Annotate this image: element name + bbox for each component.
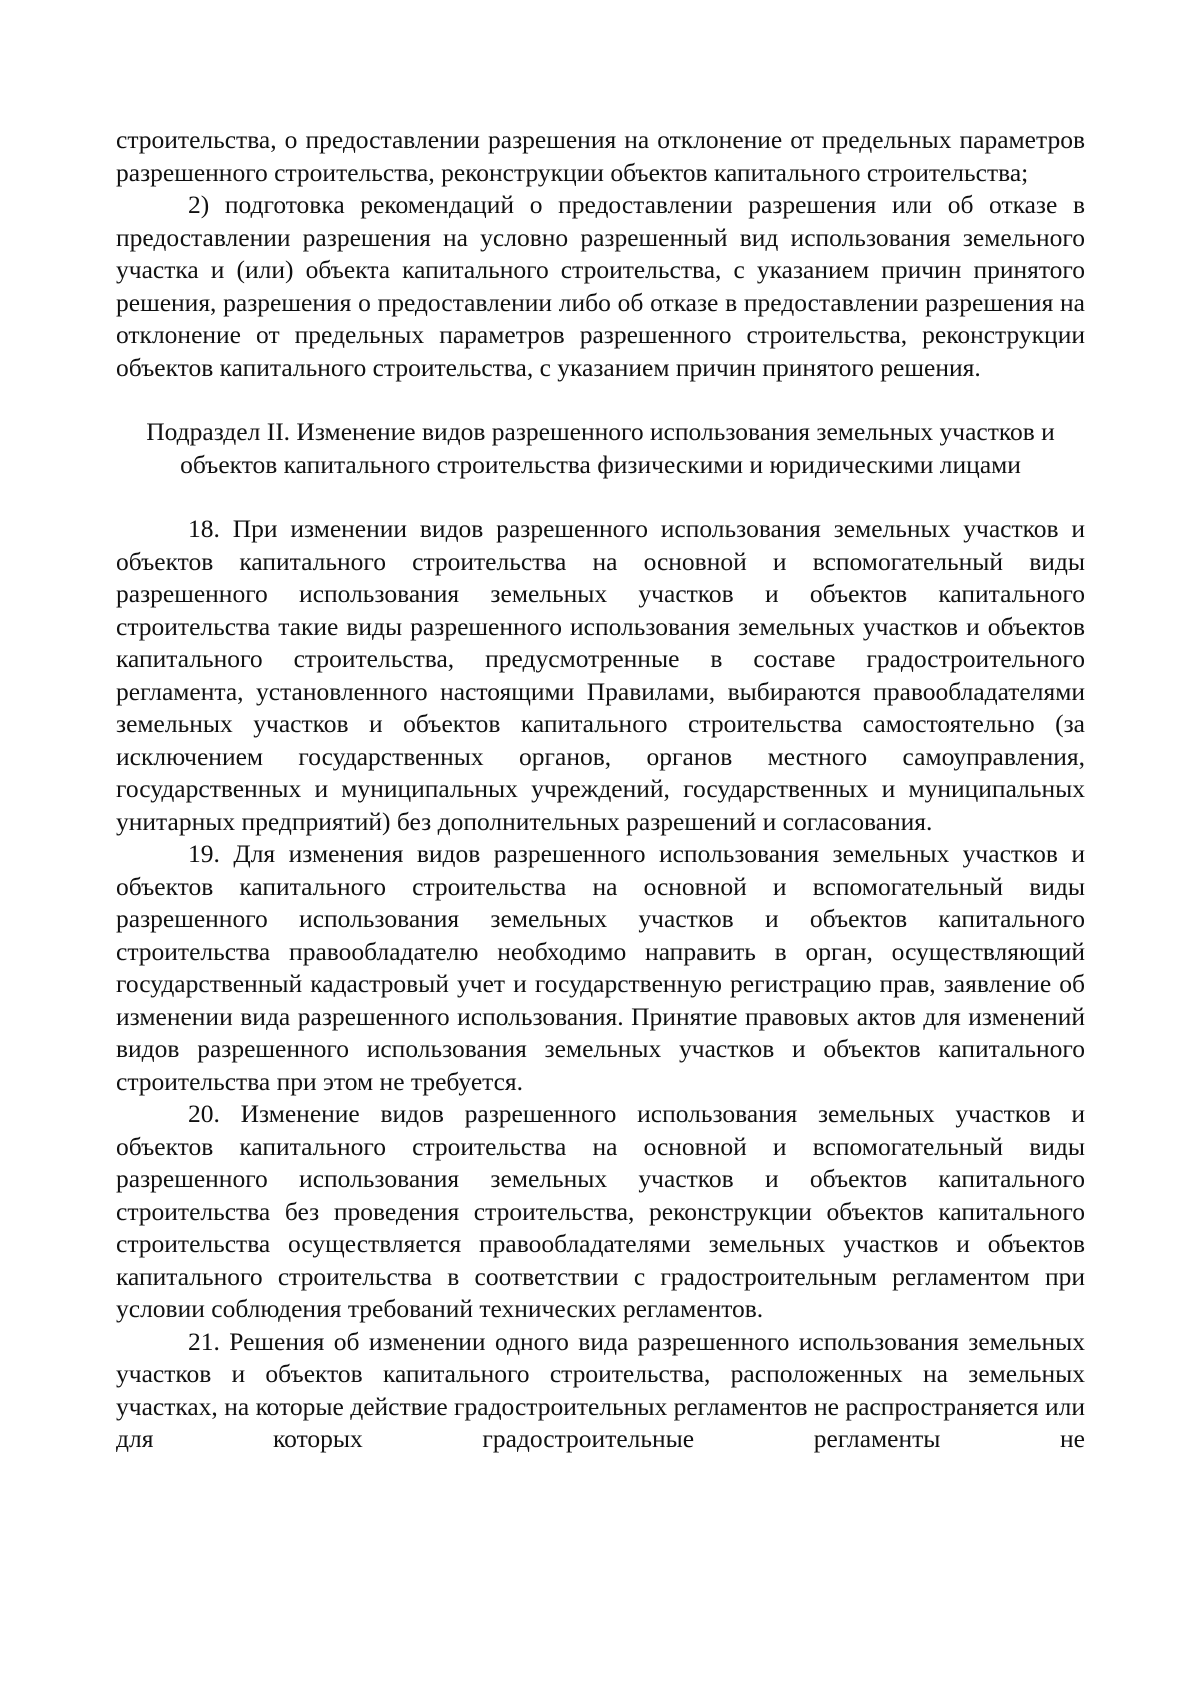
subsection-heading-line: Подраздел II. Изменение видов разрешенного использования земельных участков и: [146, 417, 1055, 446]
paragraph-continuation: строительства, о предоставлении разрешения на отклонение от предельных параметров разрешенного строительства, реконструкции объектов капитального строительства;: [116, 125, 1085, 187]
paragraph-item-20: 20. Изменение видов разрешенного использования земельных участков и объектов капитального строительства на основной и вспомогательный виды разрешенного использования земельных участков и объектов капитального строительства без проведения строительства, реконструкции объектов капитального строительства осуществляется правообладателями земельных участков и объектов капитального строительства в соответствии с градостроительным регламентом при условии соблюдения требований технических регламентов.: [116, 1099, 1085, 1323]
paragraph-item-19: 19. Для изменения видов разрешенного использования земельных участков и объектов капитального строительства на основной и вспомогательный виды разрешенного использования земельных участков и объектов капитального строительства правообладателю необходимо направить в орган, осуществляющий государственный кадастровый учет и государственную регистрацию прав, заявление об изменении вида разрешенного использования. Принятие правовых актов для изменений видов разрешенного использования земельных участков и объектов капитального строительства при этом не требуется.: [116, 839, 1085, 1096]
subsection-heading: [116, 416, 1085, 481]
paragraph-item-21: 21. Решения об изменении одного вида разрешенного использования земельных участков и объектов капитального строительства, расположенных на земельных участках, на которые действие градостроительных регламентов не распространяется или для которых градостроительные регламенты не: [116, 1326, 1085, 1453]
document-page: [116, 124, 1085, 1456]
paragraph-item-2: 2) подготовка рекомендаций о предоставлении разрешения или об отказе в предоставлении разрешения на условно разрешенный вид использования земельного участка и (или) объекта капитального строительства, с указанием причин принятого решения, разрешения о предоставлении либо об отказе в предоставлении разрешения на отклонение от предельных параметров разрешенного строительства, реконструкции объектов капитального строительства, с указанием причин принятого решения.: [116, 190, 1085, 382]
paragraph-item-18: 18. При изменении видов разрешенного использования земельных участков и объектов капитального строительства на основной и вспомогательный виды разрешенного использования земельных участков и объектов капитального строительства такие виды разрешенного использования земельных участков и объектов капитального строительства, предусмотренные в составе градостроительного регламента, установленного настоящими Правилами, выбираются правообладателями земельных участков и объектов капитального строительства самостоятельно (за исключением государственных органов, органов местного самоуправления, государственных и муниципальных учреждений, государственных и муниципальных унитарных предприятий) без дополнительных разрешений и согласования.: [116, 514, 1085, 836]
subsection-heading-line: объектов капитального строительства физическими и юридическими лицами: [180, 449, 1021, 479]
